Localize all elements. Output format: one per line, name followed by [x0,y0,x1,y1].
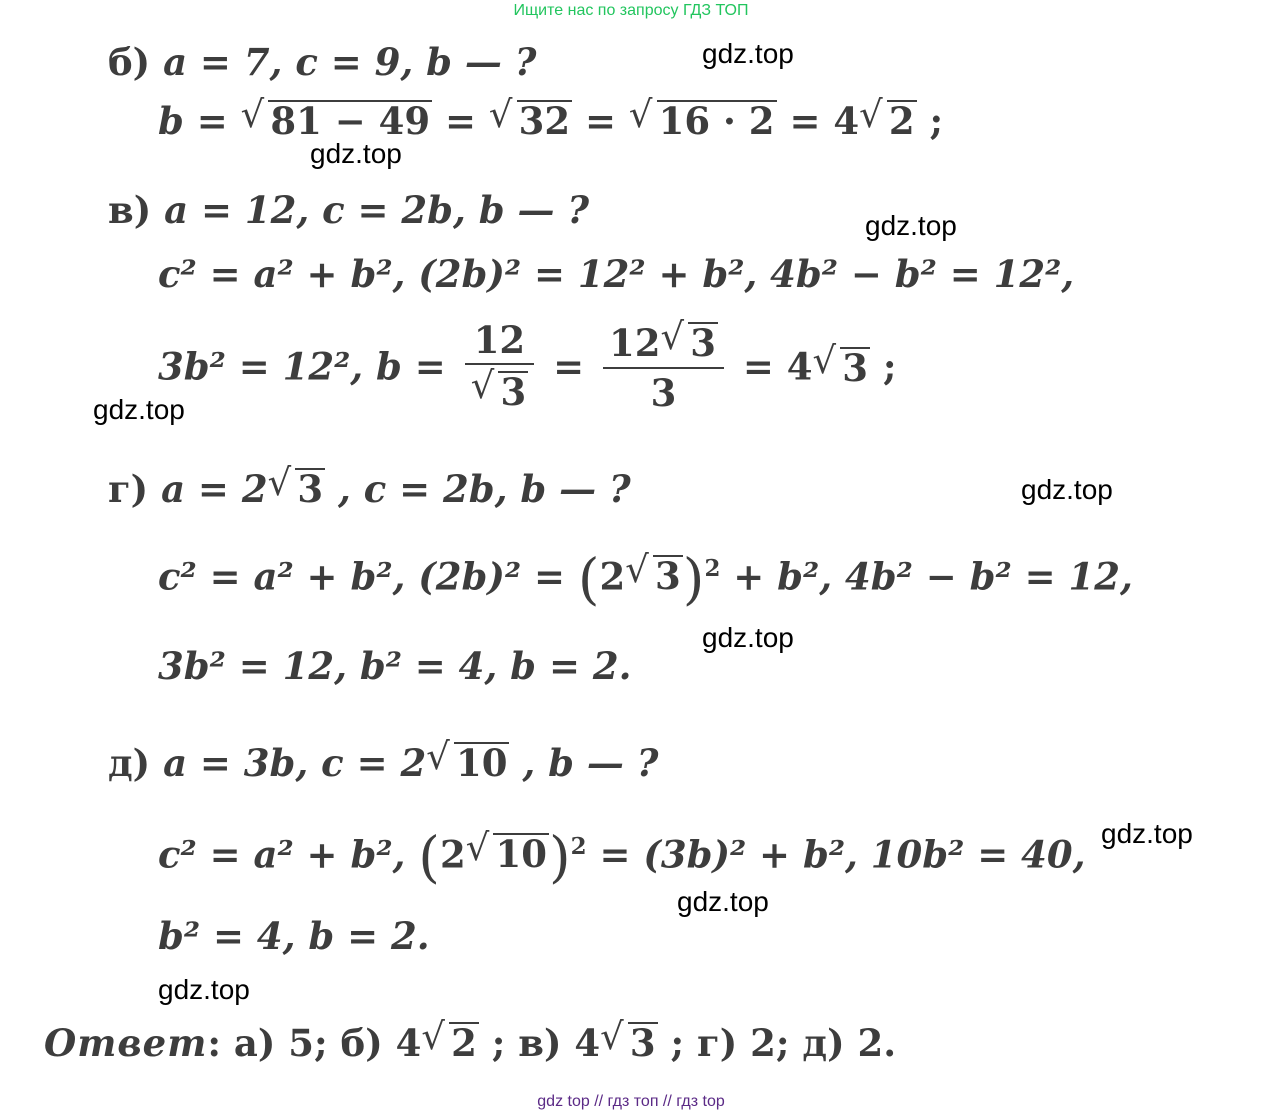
coef: 2 [439,832,466,877]
radicand: 81 − 49 [270,99,431,143]
exponent: 2 [704,554,721,582]
semicolon: ; [916,99,944,143]
denominator: 3 [650,370,677,415]
part-v-line1 [158,252,1075,296]
watermark: gdz.top [158,974,250,1005]
paren-open: ( [418,825,440,890]
radicand: 10 [495,832,547,877]
semicolon: ; [869,344,897,389]
radicand: 16 · 2 [658,99,775,143]
denominator [465,365,535,412]
watermark: gdz.top [310,138,402,169]
part-g-label: г) [108,467,149,511]
part-g-line2 [158,644,632,688]
answer-label: Ответ [44,1021,208,1065]
paren-open: ( [577,547,600,612]
part-d-eq-b: = (3b)² + b², 10b² = 40, [586,832,1086,877]
sqrt-81-49 [241,100,433,141]
part-g-eq-a: c² = a² + b², (2b)² = [158,554,578,599]
watermark: gdz.top [1021,474,1113,505]
coef: = 4 [776,99,860,143]
sqrt-2 [421,1022,479,1063]
watermark: gdz.top [93,394,185,425]
fraction-12sqrt3-over-3 [603,321,724,415]
part-b-calc [158,100,943,141]
radicand: 32 [518,99,571,143]
radicand: 2 [888,99,915,143]
part-d-given-b: , b — ? [509,741,659,785]
answer-part-1: : а) 5; б) 4 [207,1021,422,1065]
equals: = [432,99,489,143]
radicand: 3 [500,370,527,414]
part-v-given-text: a = 12, c = 2b, b — ? [164,188,590,232]
part-v-prefix: 3b² = 12², b = [158,344,459,389]
part-g-given [108,468,631,509]
sqrt-3 [812,347,870,388]
equals: = [540,344,597,389]
numerator: 12 [465,322,535,365]
numerator [603,322,724,369]
sqrt-10 [426,742,509,783]
part-v-given [108,188,590,232]
coef: 12 [608,321,661,365]
exponent: 2 [570,832,587,860]
watermark: gdz.top [865,210,957,241]
radicand: 3 [297,467,324,511]
part-d-label: д) [108,741,151,785]
part-d-line1 [158,825,1086,890]
radicand: 2 [451,1021,477,1065]
equals: = [572,99,629,143]
part-d-line2 [158,914,430,958]
part-b-label: б) [108,40,151,84]
part-b-given-text: a = 7, c = 9, b — ? [163,40,537,84]
part-d-result: b² = 4, b = 2. [158,914,430,958]
part-g-result: 3b² = 12, b² = 4, b = 2. [158,644,632,688]
answer-part-2: ; в) 4 [478,1021,601,1065]
watermark: gdz.top [677,886,769,917]
part-b-given [108,40,537,84]
sqrt-2 [859,100,917,141]
watermark: gdz.top [702,38,794,69]
coef: = 4 [729,344,813,389]
part-v-line2 [158,318,897,415]
part-g-line1 [158,547,1133,612]
part-d-eq-a: c² = a² + b², [158,832,419,877]
sqrt-3 [600,1022,658,1063]
sqrt-3 [471,371,529,412]
radicand: 3 [629,1021,656,1065]
radicand: 10 [455,741,508,785]
paren-close: ) [682,547,705,612]
part-v-label: в) [108,188,152,232]
sqrt-3 [625,554,683,599]
answer-line [44,1022,896,1063]
sqrt-32 [489,100,572,141]
paren-close: ) [548,825,571,890]
sqrt-3 [268,468,326,509]
watermark: gdz.top [1101,818,1193,849]
part-g-given-a: a = 2 [161,467,268,511]
radicand: 3 [842,345,868,390]
answer-part-3: ; г) 2; д) 2. [657,1021,897,1065]
radicand: 3 [655,554,681,599]
sqrt-3 [660,322,718,363]
footer-links[interactable]: gdz top // гдз топ // гдз top [537,1093,725,1110]
sqrt-10 [466,832,549,877]
part-d-given [108,742,658,783]
part-g-given-b: , c = 2b, b — ? [325,467,631,511]
watermark: gdz.top [702,622,794,653]
part-b-b: b = [158,99,241,143]
part-v-equation-1: c² = a² + b², (2b)² = 12² + b², 4b² − b² = 12², [158,252,1075,296]
part-g-eq-b: + b², 4b² − b² = 12, [720,554,1133,599]
radicand: 3 [690,321,716,365]
part-d-given-a: a = 3b, c = 2 [163,741,427,785]
fraction-12-over-sqrt3 [465,318,535,414]
sqrt-16-2 [629,100,777,141]
coef: 2 [599,554,626,599]
search-banner[interactable]: Ищите нас по запросу ГДЗ ТОП [513,2,749,19]
